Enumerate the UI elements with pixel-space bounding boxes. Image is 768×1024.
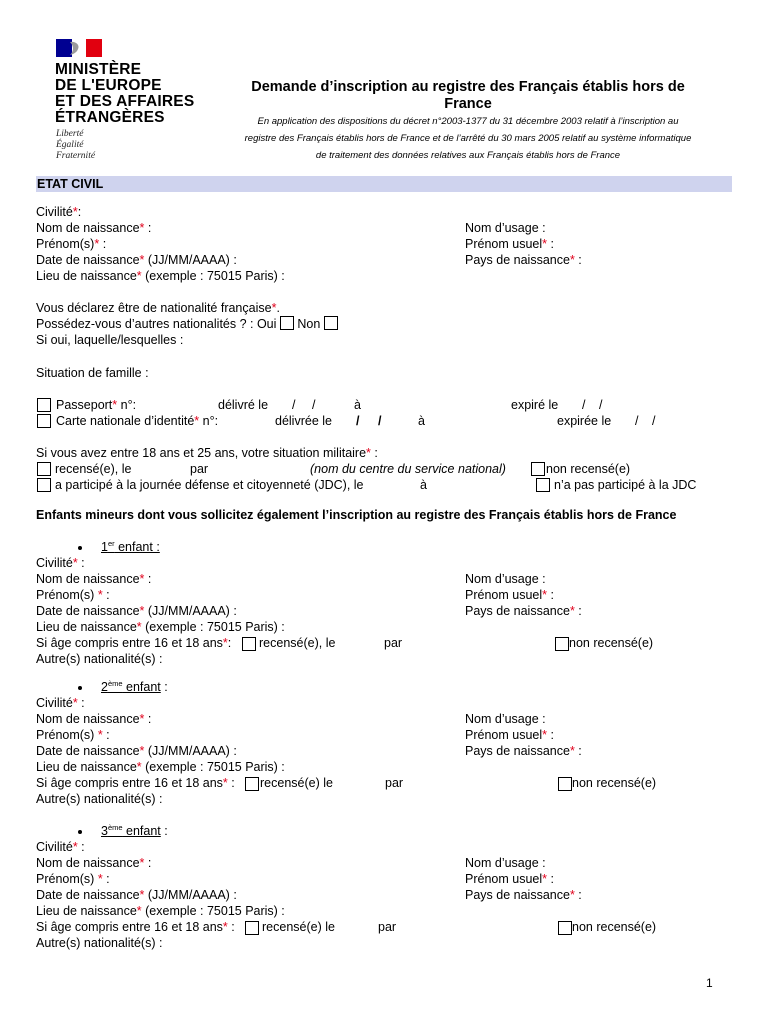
oui-checkbox[interactable] (280, 316, 294, 330)
child-nom-usage-field[interactable]: Nom d’usage : (465, 856, 546, 870)
date-naissance-label: Date de naissance (36, 744, 140, 758)
prenom-usuel-field[interactable]: Prénom usuel* : (465, 237, 554, 251)
situation-famille-field[interactable]: Situation de famille : (36, 366, 149, 380)
child-non-recense-label: non recensé(e) (572, 776, 657, 790)
prenoms-label: Prénom(s) (36, 237, 95, 251)
child-non-recense-checkbox[interactable] (555, 637, 569, 651)
age-label: Si âge compris entre 16 et 18 ans (36, 920, 223, 934)
legal-reference-line-1: En application des dispositions du décret n°2003-1377 du 31 décembre 2003 relatif à l’inscription au (257, 116, 679, 127)
situation-militaire-question: Si vous avez entre 18 ans et 25 ans, votre situation militaire* : (36, 446, 378, 460)
bullet (78, 830, 82, 834)
date-naissance-label: Date de naissance (36, 604, 140, 618)
passeport-expire-le-label: expiré le (511, 398, 559, 412)
ministry-name-line-3: ET DES AFFAIRES (55, 93, 195, 110)
child-civilite-field[interactable]: Civilité* : (36, 840, 85, 854)
date-naissance-field[interactable]: Date de naissance* (JJ/MM/AAAA) : (36, 253, 237, 267)
child-autres-nationalites-field[interactable]: Autre(s) nationalité(s) : (36, 792, 163, 806)
child-nom-usage-field[interactable]: Nom d’usage : (465, 712, 546, 726)
child-recense-label: recensé(e) le (260, 776, 333, 790)
jdc-a-label: à (420, 478, 427, 492)
form-title-line-2: France (444, 96, 492, 112)
passeport-a-label: à (354, 398, 361, 412)
passeport-checkbox[interactable] (37, 398, 51, 412)
child-non-recense-checkbox[interactable] (558, 777, 572, 791)
child-age-question: Si âge compris entre 16 et 18 ans*: (36, 636, 232, 650)
child-par-label: par (378, 920, 397, 934)
civilite-label: Civilité (36, 205, 73, 219)
motto-egalite: Égalité (56, 140, 84, 150)
civilite-label: Civilité (36, 556, 73, 570)
child-ordinal-suffix: ème (107, 822, 123, 832)
date-format-label: (JJ/MM/AAAA) : (144, 888, 237, 902)
child-prenoms-field[interactable]: Prénom(s) * : (36, 728, 110, 742)
child-non-recense-label: non recensé(e) (572, 920, 657, 934)
passeport-number-field[interactable]: Passeport* n°: (56, 398, 137, 412)
nom-naissance-label: Nom de naissance (36, 572, 140, 586)
section-header-etat-civil (36, 176, 732, 192)
jdc-non-label: n’a pas participé à la JDC (554, 478, 697, 492)
pays-naissance-label: Pays de naissance (465, 604, 570, 618)
child-ordinal-suffix: ème (107, 678, 123, 688)
lieu-naissance-label: Lieu de naissance (36, 760, 137, 774)
centre-service-national-hint: (nom du centre du service national) (310, 462, 506, 476)
child-recense-label: recensé(e) le (262, 920, 335, 934)
lieu-naissance-label: Lieu de naissance (36, 620, 137, 634)
child-prenoms-field[interactable]: Prénom(s) * : (36, 872, 110, 886)
child-lieu-naissance-field[interactable]: Lieu de naissance* (exemple : 75015 Paris) : (36, 904, 285, 918)
child-lieu-naissance-field[interactable]: Lieu de naissance* (exemple : 75015 Paris) : (36, 620, 285, 634)
passeport-label: Passeport (56, 398, 113, 412)
child-date-naissance-field[interactable]: Date de naissance* (JJ/MM/AAAA) : (36, 604, 237, 618)
child-age-question: Si âge compris entre 16 et 18 ans* : (36, 920, 235, 934)
date-separator: / (356, 414, 360, 428)
non-checkbox[interactable] (324, 316, 338, 330)
child-recense-label: recensé(e), le (259, 636, 336, 650)
cni-no-label: n°: (199, 414, 219, 428)
date-separator: / (312, 398, 316, 412)
lieu-naissance-label: Lieu de naissance (36, 269, 137, 283)
child-prenom-usuel-field[interactable]: Prénom usuel* : (465, 588, 554, 602)
marianne-flag-icon (56, 39, 102, 57)
child-non-recense-checkbox[interactable] (558, 921, 572, 935)
date-separator: / (652, 414, 656, 428)
nom-naissance-label: Nom de naissance (36, 221, 140, 235)
cni-label: Carte nationale d’identité (56, 414, 195, 428)
passeport-delivre-le-label: délivré le (218, 398, 269, 412)
child-nom-naissance-field[interactable]: Nom de naissance* : (36, 572, 152, 586)
cni-number-field[interactable]: Carte nationale d’identité* n°: (56, 414, 219, 428)
bullet (78, 686, 82, 690)
militaire-label: Si vous avez entre 18 ans et 25 ans, votre situation militaire (36, 446, 367, 460)
date-separator: / (599, 398, 603, 412)
child-civilite-field[interactable]: Civilité* : (36, 696, 85, 710)
ministry-name-line-1: MINISTÈRE (55, 61, 142, 78)
child-par-label: par (384, 636, 403, 650)
lieu-naissance-label: Lieu de naissance (36, 904, 137, 918)
date-separator: / (292, 398, 296, 412)
recense-le-label: recensé(e), le (55, 462, 132, 476)
date-naissance-label: Date de naissance (36, 888, 140, 902)
child-date-naissance-field[interactable]: Date de naissance* (JJ/MM/AAAA) : (36, 744, 237, 758)
pays-naissance-field[interactable]: Pays de naissance* : (465, 253, 582, 267)
date-separator: / (378, 414, 382, 428)
lieu-example-label: (exemple : 75015 Paris) : (141, 620, 285, 634)
prenoms-label: Prénom(s) (36, 728, 98, 742)
child-heading: 2ème enfant : (101, 678, 168, 694)
lieu-example-label: (exemple : 75015 Paris) : (141, 760, 285, 774)
nom-naissance-field[interactable]: Nom de naissance* : (36, 221, 152, 235)
prenom-usuel-label: Prénom usuel (465, 237, 543, 251)
child-heading: 3ème enfant : (101, 822, 168, 838)
date-naissance-label: Date de naissance (36, 253, 140, 267)
child-pays-naissance-field[interactable]: Pays de naissance* : (465, 744, 582, 758)
ministry-name-line-4: ÉTRANGÈRES (55, 109, 165, 126)
bullet (78, 546, 82, 550)
motto-fraternite: Fraternité (56, 151, 96, 161)
cni-checkbox[interactable] (37, 414, 51, 428)
legal-reference-line-3: de traitement des données relatives aux Français établis hors de France (315, 150, 621, 161)
date-format-label: (JJ/MM/AAAA) : (144, 604, 237, 618)
child-word: enfant (122, 680, 161, 694)
date-format-label: (JJ/MM/AAAA) : (144, 253, 237, 267)
date-format-label: (JJ/MM/AAAA) : (144, 744, 237, 758)
enfants-mineurs-heading: Enfants mineurs dont vous sollicitez également l’inscription au registre des Français établis hors de France (36, 508, 677, 522)
cni-expiree-le-label: expirée le (557, 414, 612, 428)
child-autres-nationalites-field[interactable]: Autre(s) nationalité(s) : (36, 936, 163, 950)
prenoms-label: Prénom(s) (36, 872, 98, 886)
date-separator: / (582, 398, 586, 412)
child-pays-naissance-field[interactable]: Pays de naissance* : (465, 604, 582, 618)
child-heading (101, 539, 160, 555)
recense-checkbox[interactable] (37, 462, 51, 476)
child-number: 2 (101, 680, 108, 694)
si-oui-field[interactable]: Si oui, laquelle/lesquelles : (36, 333, 184, 347)
child-prenom-usuel-field[interactable]: Prénom usuel* : (465, 872, 554, 886)
nom-naissance-label: Nom de naissance (36, 856, 140, 870)
child-date-naissance-field[interactable]: Date de naissance* (JJ/MM/AAAA) : (36, 888, 237, 902)
date-separator: / (635, 414, 639, 428)
child-non-recense-label: non recensé(e) (569, 636, 654, 650)
autres-nationalites-label: Possédez-vous d’autres nationalités ? : Oui (36, 317, 277, 331)
non-recense-checkbox[interactable] (531, 462, 545, 476)
jdc-label: a participé à la journée défense et citoyenneté (JDC), le (55, 478, 364, 492)
prenom-usuel-label: Prénom usuel (465, 728, 543, 742)
form-title-line-1: Demande d’inscription au registre des Français établis hors de (251, 79, 685, 95)
pays-naissance-label: Pays de naissance (465, 888, 570, 902)
jdc-checkbox[interactable] (37, 478, 51, 492)
cni-delivree-le-label: délivrée le (275, 414, 332, 428)
page-number: 1 (706, 976, 713, 990)
child-par-label: par (385, 776, 404, 790)
civilite-field[interactable]: Civilité*: (36, 205, 82, 219)
child-age-question: Si âge compris entre 16 et 18 ans* : (36, 776, 235, 790)
nom-naissance-label: Nom de naissance (36, 712, 140, 726)
pays-naissance-label: Pays de naissance (465, 253, 570, 267)
child-civilite-field[interactable]: Civilité* : (36, 556, 85, 570)
age-label: Si âge compris entre 16 et 18 ans (36, 636, 223, 650)
autres-nationalites-question (36, 316, 338, 332)
child-prenom-usuel-field[interactable]: Prénom usuel* : (465, 728, 554, 742)
child-ordinal-suffix: er (107, 538, 115, 548)
pays-naissance-label: Pays de naissance (465, 744, 570, 758)
legal-reference-line-2: registre des Français établis hors de France et de l’arrêté du 30 mars 2005 relatif au système informatique (244, 133, 692, 144)
cni-a-label: à (418, 414, 425, 428)
child-nom-naissance-field[interactable]: Nom de naissance* : (36, 712, 152, 726)
motto-liberte: Liberté (56, 129, 84, 139)
child-autres-nationalites-field[interactable]: Autre(s) nationalité(s) : (36, 652, 163, 666)
non-label: Non (297, 317, 321, 331)
child-nom-naissance-field[interactable]: Nom de naissance* : (36, 856, 152, 870)
child-recense-checkbox[interactable] (245, 921, 259, 935)
age-label: Si âge compris entre 16 et 18 ans (36, 776, 223, 790)
civilite-label: Civilité (36, 840, 73, 854)
nationalite-francaise-statement: Vous déclarez être de nationalité française*. (36, 301, 280, 315)
child-pays-naissance-field[interactable]: Pays de naissance* : (465, 888, 582, 902)
child-number: 3 (101, 824, 108, 838)
child-prenoms-field[interactable]: Prénom(s) * : (36, 588, 110, 602)
child-lieu-naissance-field[interactable]: Lieu de naissance* (exemple : 75015 Paris) : (36, 760, 285, 774)
prenoms-label: Prénom(s) (36, 588, 98, 602)
child-word: enfant : (114, 540, 160, 554)
lieu-example-label: (exemple : 75015 Paris) : (141, 269, 285, 283)
child-recense-checkbox[interactable] (245, 777, 259, 791)
child-number: 1 (101, 540, 108, 554)
child-recense-checkbox[interactable] (242, 637, 256, 651)
passeport-no-label: n°: (117, 398, 137, 412)
jdc-non-checkbox[interactable] (536, 478, 550, 492)
nom-usage-field[interactable]: Nom d’usage : (465, 221, 546, 235)
prenom-usuel-label: Prénom usuel (465, 588, 543, 602)
prenoms-field[interactable]: Prénom(s)* : (36, 237, 107, 251)
nationalite-label: Vous déclarez être de nationalité française (36, 301, 272, 315)
lieu-naissance-field[interactable]: Lieu de naissance* (exemple : 75015 Paris) : (36, 269, 285, 283)
child-word: enfant (122, 824, 161, 838)
section-title: ETAT CIVIL (37, 177, 104, 191)
lieu-example-label: (exemple : 75015 Paris) : (141, 904, 285, 918)
ministry-name-line-2: DE L'EUROPE (55, 77, 162, 94)
recense-par-label: par (190, 462, 209, 476)
non-recense-label: non recensé(e) (546, 462, 631, 476)
child-nom-usage-field[interactable]: Nom d’usage : (465, 572, 546, 586)
civilite-label: Civilité (36, 696, 73, 710)
prenom-usuel-label: Prénom usuel (465, 872, 543, 886)
